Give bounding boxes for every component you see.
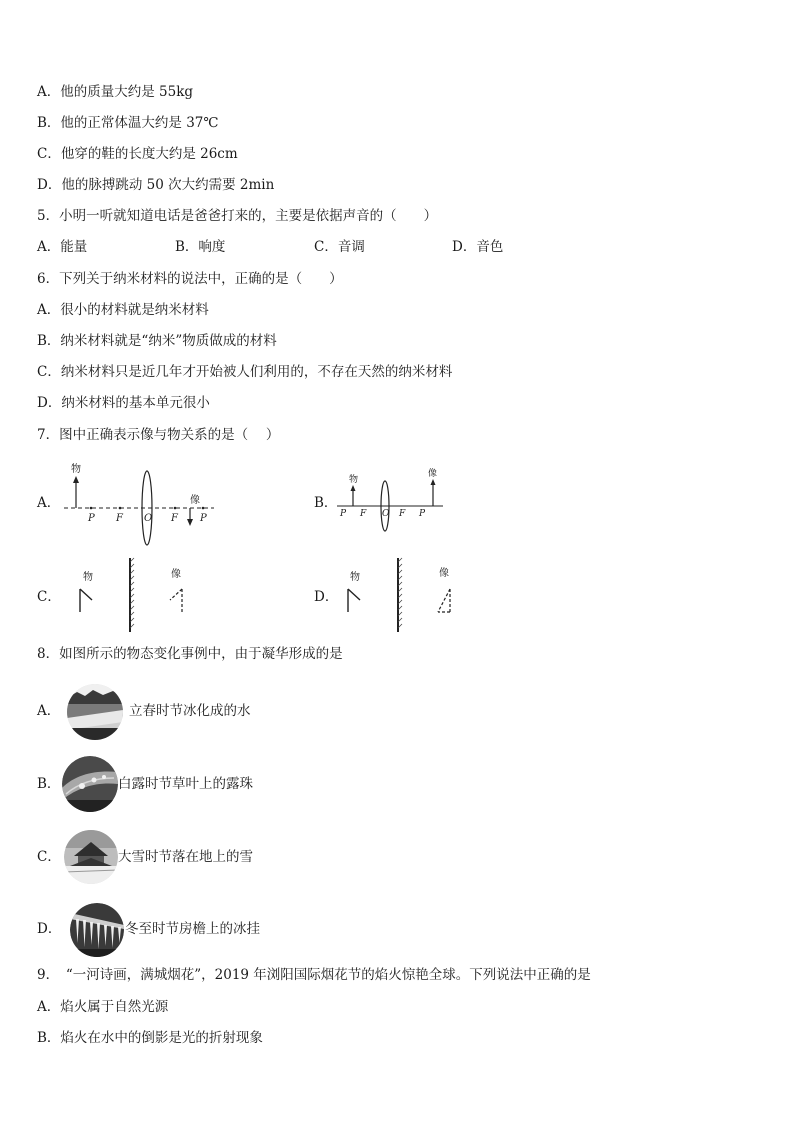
q7-option-c-label: C．	[37, 589, 61, 605]
q7b-object-text: 物	[349, 475, 359, 485]
q5-options	[0, 238, 794, 256]
q7b-p1-text: P	[340, 509, 347, 519]
q9-option-a: A．焰火属于自然光源	[37, 999, 169, 1015]
q8-option-c-label: C．	[37, 849, 61, 865]
q7-diagram-d	[340, 556, 470, 636]
q7a-f2-text: F	[171, 513, 178, 524]
q5-stem: 5．小明一听就知道电话是爸爸打来的，主要是依据声音的（ ）	[37, 208, 438, 224]
q8-photo-d	[70, 903, 124, 957]
q6-option-c: C．纳米材料只是近几年才开始被人们利用的，不存在天然的纳米材料	[37, 364, 453, 380]
q8-photo-c	[64, 830, 118, 884]
q5-option-b: B．响度	[175, 239, 226, 255]
q7c-image-text: 像	[171, 569, 181, 580]
q6-option-d: D．纳米材料的基本单元很小	[37, 395, 210, 411]
q7b-f2-text: F	[399, 509, 406, 519]
q8-caption-d: 冬至时节房檐上的冰挂	[125, 921, 260, 937]
q7a-p1-text: P	[88, 513, 95, 524]
q4-option-b: B．他的正常体温大约是 37℃	[37, 115, 219, 131]
q7-option-a-label: A．	[37, 495, 61, 511]
q6-option-b: B．纳米材料就是“纳米”物质做成的材料	[37, 333, 277, 349]
q7b-image-text: 像	[428, 469, 438, 479]
q8-stem: 8．如图所示的物态变化事例中，由于凝华形成的是	[37, 646, 343, 662]
q7a-o-text: O	[144, 513, 153, 524]
q5-option-d: D．音色	[452, 239, 504, 255]
q6-option-a: A．很小的材料就是纳米材料	[37, 302, 209, 318]
q6-stem: 6．下列关于纳米材料的说法中，正确的是（ ）	[37, 271, 343, 287]
q8-caption-a: 立春时节冰化成的水	[129, 703, 251, 719]
q9-option-b: B．焰火在水中的倒影是光的折射现象	[37, 1030, 263, 1046]
q7b-p2-text: P	[419, 509, 426, 519]
q4-option-d: D．他的脉搏跳动 50 次大约需要 2min	[37, 177, 275, 193]
q7-diagram-a	[60, 458, 230, 548]
q7-option-b-label: B．	[314, 495, 338, 511]
q8-caption-b: 白露时节草叶上的露珠	[118, 776, 253, 792]
q8-photo-b	[62, 756, 118, 812]
q8-caption-c: 大雪时节落在地上的雪	[118, 849, 253, 865]
q8-option-d-label: D．	[37, 921, 62, 937]
q8-photo-a	[67, 684, 123, 740]
q8-option-b-label: B．	[37, 776, 61, 792]
q7d-object-text: 物	[350, 572, 360, 583]
q7-diagram-b	[335, 466, 455, 538]
q7a-f1-text: F	[116, 513, 123, 524]
q7-stem: 7．图中正确表示像与物关系的是（ ）	[37, 427, 280, 443]
q7c-object-text: 物	[83, 572, 93, 583]
q7d-image-text: 像	[439, 568, 449, 579]
q7b-o-text: O	[382, 509, 390, 519]
q7a-image-text: 像	[190, 495, 200, 506]
q5-option-c: C．音调	[314, 239, 365, 255]
q7a-object-text: 物	[71, 464, 81, 475]
q9-stem: 9． “一河诗画，满城烟花”，2019 年浏阳国际烟花节的焰火惊艳全球。下列说法中正确的是	[37, 967, 591, 983]
q7b-f1-text: F	[360, 509, 367, 519]
q7-diagram-c	[70, 556, 200, 636]
q4-option-a: A．他的质量大约是 55kg	[37, 84, 194, 100]
q8-option-a-label: A．	[37, 703, 61, 719]
q7-option-d-label: D．	[314, 589, 339, 605]
q5-option-a: A．能量	[37, 239, 88, 255]
q7a-p2-text: P	[200, 513, 207, 524]
q4-option-c: C．他穿的鞋的长度大约是 26cm	[37, 146, 238, 162]
